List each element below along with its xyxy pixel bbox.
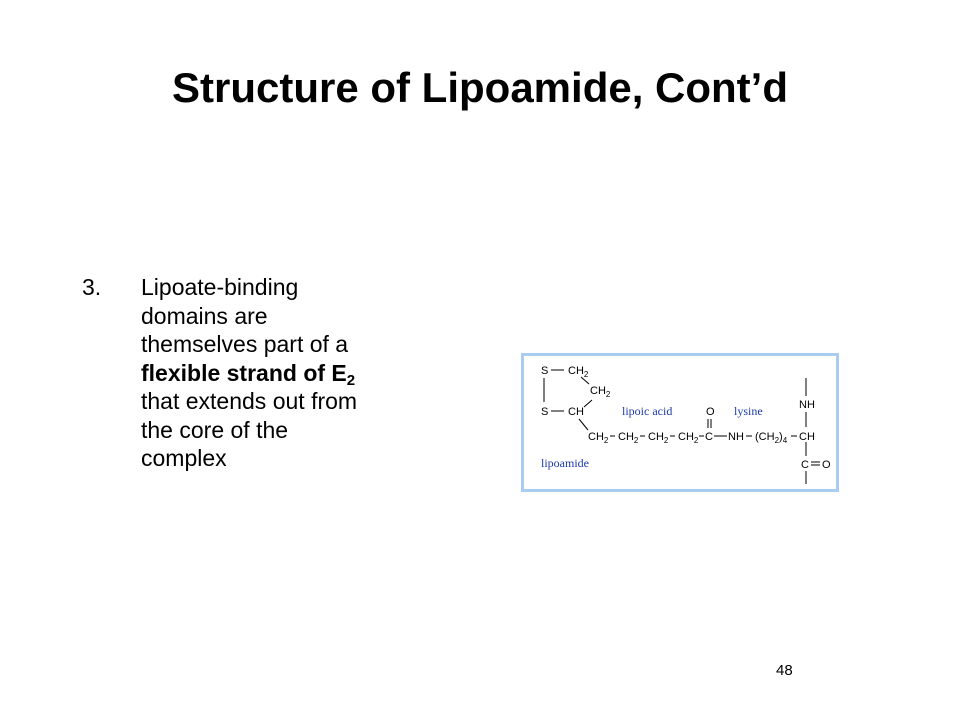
bond [584, 400, 592, 407]
page-number: 48 [776, 662, 793, 679]
bullet-bold-line [141, 359, 461, 388]
label-lipoamide: lipoamide [541, 456, 589, 470]
lipoamide-structure-figure [521, 353, 839, 492]
bullet-line: that extends out from [141, 388, 358, 414]
chain-ch2-2: $CH_2$ [618, 431, 639, 445]
bullet-line: complex [141, 445, 227, 471]
atom-ch2-top: $CH_2$ [568, 365, 589, 379]
slide-title: Structure of Lipoamide, Cont’d [172, 64, 788, 111]
atom-o-top: O [706, 406, 715, 418]
label-lipoic-acid: lipoic acid [622, 404, 673, 418]
chain-ch2-1: $CH_2$ [588, 431, 609, 445]
bullet-line: domains are [141, 302, 268, 329]
bullet-number: 3. [82, 274, 102, 300]
bullet-line: Lipoate-binding [141, 274, 299, 300]
bullet-text [141, 273, 461, 473]
atom-ch2-right: $CH_2$ [590, 385, 611, 399]
atom-s-top: S [541, 365, 549, 377]
atom-c-bottom: C [801, 459, 809, 471]
atom-ch-ring: CH [568, 406, 584, 418]
atom-s-bottom: S [541, 406, 549, 418]
chain-ch2-4: $CH_2$ [678, 431, 699, 445]
atom-o-bottom: O [822, 459, 831, 471]
bold-subscript: 2 [346, 371, 356, 389]
atom-lys-ch2n: $(CH_2)_4$ [755, 431, 788, 445]
atom-nh-top: NH [799, 399, 815, 411]
bond [579, 419, 588, 430]
lipoamide-structure-diagram [524, 356, 836, 489]
chain-ch2-3: $CH_2$ [648, 431, 669, 445]
atom-amide-nh: NH [728, 431, 744, 443]
label-lysine: lysine [734, 404, 763, 418]
bullet-line: themselves part of a [141, 331, 349, 357]
bullet-line: the core of the [141, 416, 289, 443]
atom-carbonyl-c: C [705, 431, 713, 443]
atom-alpha-ch: CH [799, 431, 815, 443]
bold-text: flexible strand of E [141, 359, 347, 386]
